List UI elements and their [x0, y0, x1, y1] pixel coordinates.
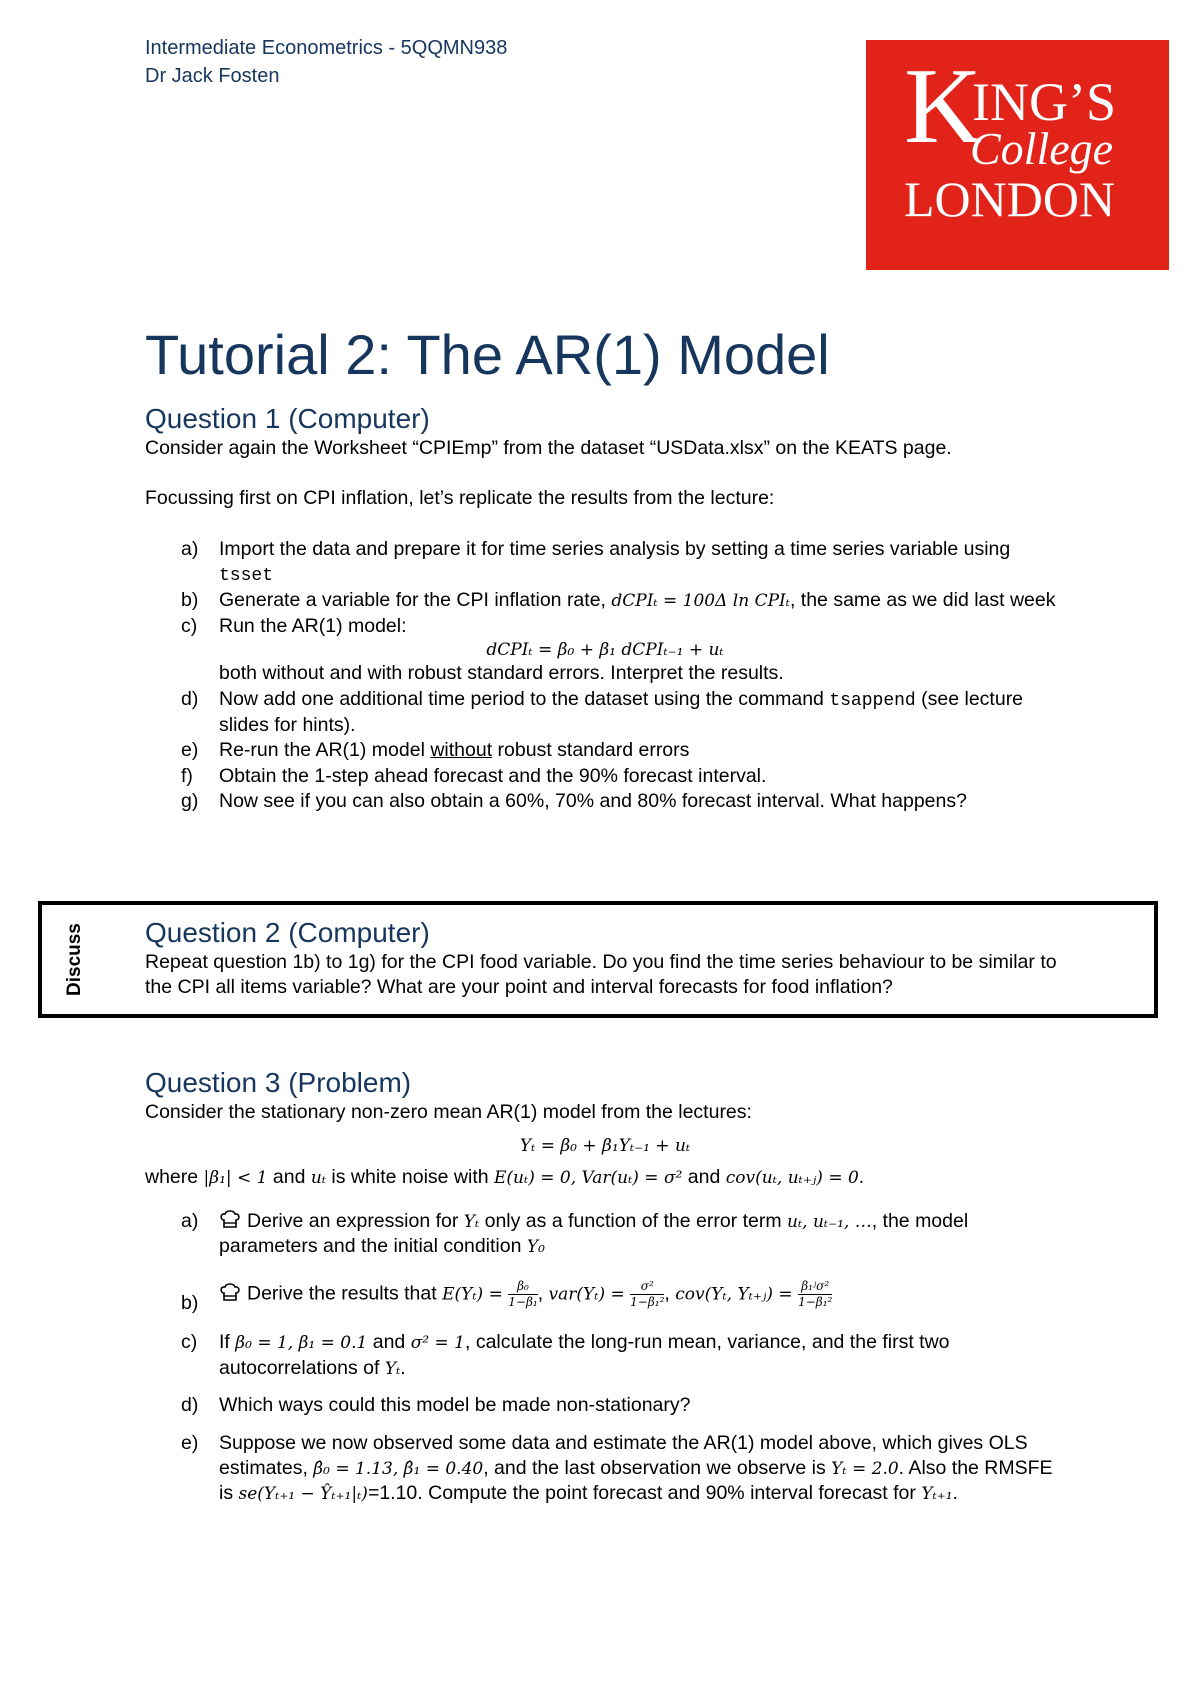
svg-text:Discuss: Discuss: [64, 924, 85, 996]
logo-line3: LONDON: [904, 171, 1116, 227]
question-3-assumptions: where |β₁| < 1 and uₜ is white noise with E(uₜ) = 0, Var(uₜ) = σ² and cov(uₜ, uₜ₊ⱼ) = 0.: [145, 1166, 865, 1189]
logo-line2: College: [970, 123, 1114, 174]
author-name: Dr Jack Fosten: [145, 65, 280, 87]
question-1-intro: Consider again the Worksheet “CPIEmp” from the dataset “USData.xlsx” on the KEATS page.: [145, 437, 952, 459]
question-2: [145, 916, 1065, 1001]
question-2-text: Repeat question 1b) to 1g) for the CPI food variable. Do you find the time series behaviour to be similar to the CPI all items variable? What are your point and interval forecasts for food inflation?: [145, 951, 1057, 999]
logo-k-letter: K: [904, 47, 982, 166]
list-item-3c: c) If β₀ = 1, β₁ = 0.1 and σ² = 1, calculate the long-run mean, variance, and the first two autocorrelations of Yₜ.: [181, 1331, 950, 1379]
chef-hat-icon: [219, 1209, 241, 1231]
mean-fraction: $\frac{\text{β₀}}{\text{1−β₁}}$: [508, 1279, 538, 1310]
document-header: [145, 34, 507, 90]
discuss-tag: [48, 924, 98, 1000]
list-item-1c: c) Run the AR(1) model: dCPIₜ = β₀ + β₁ dCPIₜ₋₁ + uₜ both without and with robust standard errors. Interpret the results.: [145, 614, 1065, 687]
logo-line1: ING’S: [972, 72, 1116, 132]
inflation-formula: dCPIₜ = 100Δ ln CPIₜ: [611, 591, 790, 612]
list-item-1d: d) Now add one additional time period to the dataset using the command tsappend (see lecture slides for hints).: [181, 687, 1024, 736]
course-name: Intermediate Econometrics - 5QQMN938: [145, 37, 508, 59]
list-item-3d: d) Which ways could this model be made non-stationary?: [181, 1394, 691, 1417]
tsappend-command: tsappend: [829, 690, 916, 711]
ar1-equation: dCPIₜ = β₀ + β₁ dCPIₜ₋₁ + uₜ: [486, 640, 724, 661]
covariance-fraction: $\frac{\text{β₁ʲσ²}}{\text{1−β₁²}}$: [798, 1279, 833, 1310]
tsset-command: tsset: [219, 566, 274, 587]
list-item-1b: b) Generate a variable for the CPI inflation rate, dCPIₜ = 100Δ ln CPIₜ, the same as we did last week: [181, 589, 1056, 612]
chef-hat-icon: [219, 1282, 241, 1304]
question-1-intro2: Focussing first on CPI inflation, let’s replicate the results from the lecture:: [145, 487, 775, 510]
question-3-heading: Question 3 (Problem): [145, 1067, 412, 1098]
list-item-1e: e) Re-run the AR(1) model without robust standard errors: [181, 739, 690, 762]
list-item-3e: e) Suppose we now observed some data and estimate the AR(1) model above, which gives OLS estimates, β̂₀ = 1.13, β̂₁ = 0.40, and the last observation we observe is Yₜ = 2.0. Also the RMSFE is se(Yₜ₊₁ − Ŷₜ₊₁|ₜ)=1.10. Compute the point forecast and 90% interval forecast for Yₜ₊₁.: [181, 1431, 1053, 1505]
list-item-1g: g) Now see if you can also obtain a 60%, 70% and 80% forecast interval. What happens?: [181, 789, 967, 812]
page-title: Tutorial 2: The AR(1) Model: [145, 323, 830, 386]
ar1-model-equation: Yₜ = β₀ + β₁Yₜ₋₁ + uₜ: [519, 1136, 691, 1157]
list-item-3a: a) Derive an expression for Yₜ only as a function of the error term uₜ, uₜ₋₁, …, the model parameters and the initial condition Y₀: [181, 1209, 969, 1258]
variance-fraction: $\frac{\text{σ²}}{\text{1−β₁²}}$: [630, 1279, 665, 1310]
question-2-heading: Question 2 (Computer): [145, 917, 430, 948]
question-1-heading: Question 1 (Computer): [145, 403, 430, 434]
kings-college-london-logo: [866, 40, 1169, 270]
list-item-1f: f) Obtain the 1-step ahead forecast and the 90% forecast interval.: [181, 764, 767, 787]
list-item-3b: b) Derive the results that E(Yₜ) = $\frac{\text{β₀}}{\text{1−β₁}}$ , var(Yₜ) = $\frac{\text{σ²}}{\text{1−β₁²}}$ , cov(Yₜ, Yₜ₊ⱼ) = $\frac{\text{β₁ʲσ²}}{\text{1−β₁²}}$: [181, 1279, 833, 1315]
list-item-1a: a) Import the data and prepare it for time series analysis by setting a time series variable using tsset: [181, 537, 1011, 587]
question-3-intro: Consider the stationary non-zero mean AR(1) model from the lectures:: [145, 1101, 752, 1123]
question-3: [145, 1066, 1065, 1507]
question-1: [145, 402, 1065, 814]
